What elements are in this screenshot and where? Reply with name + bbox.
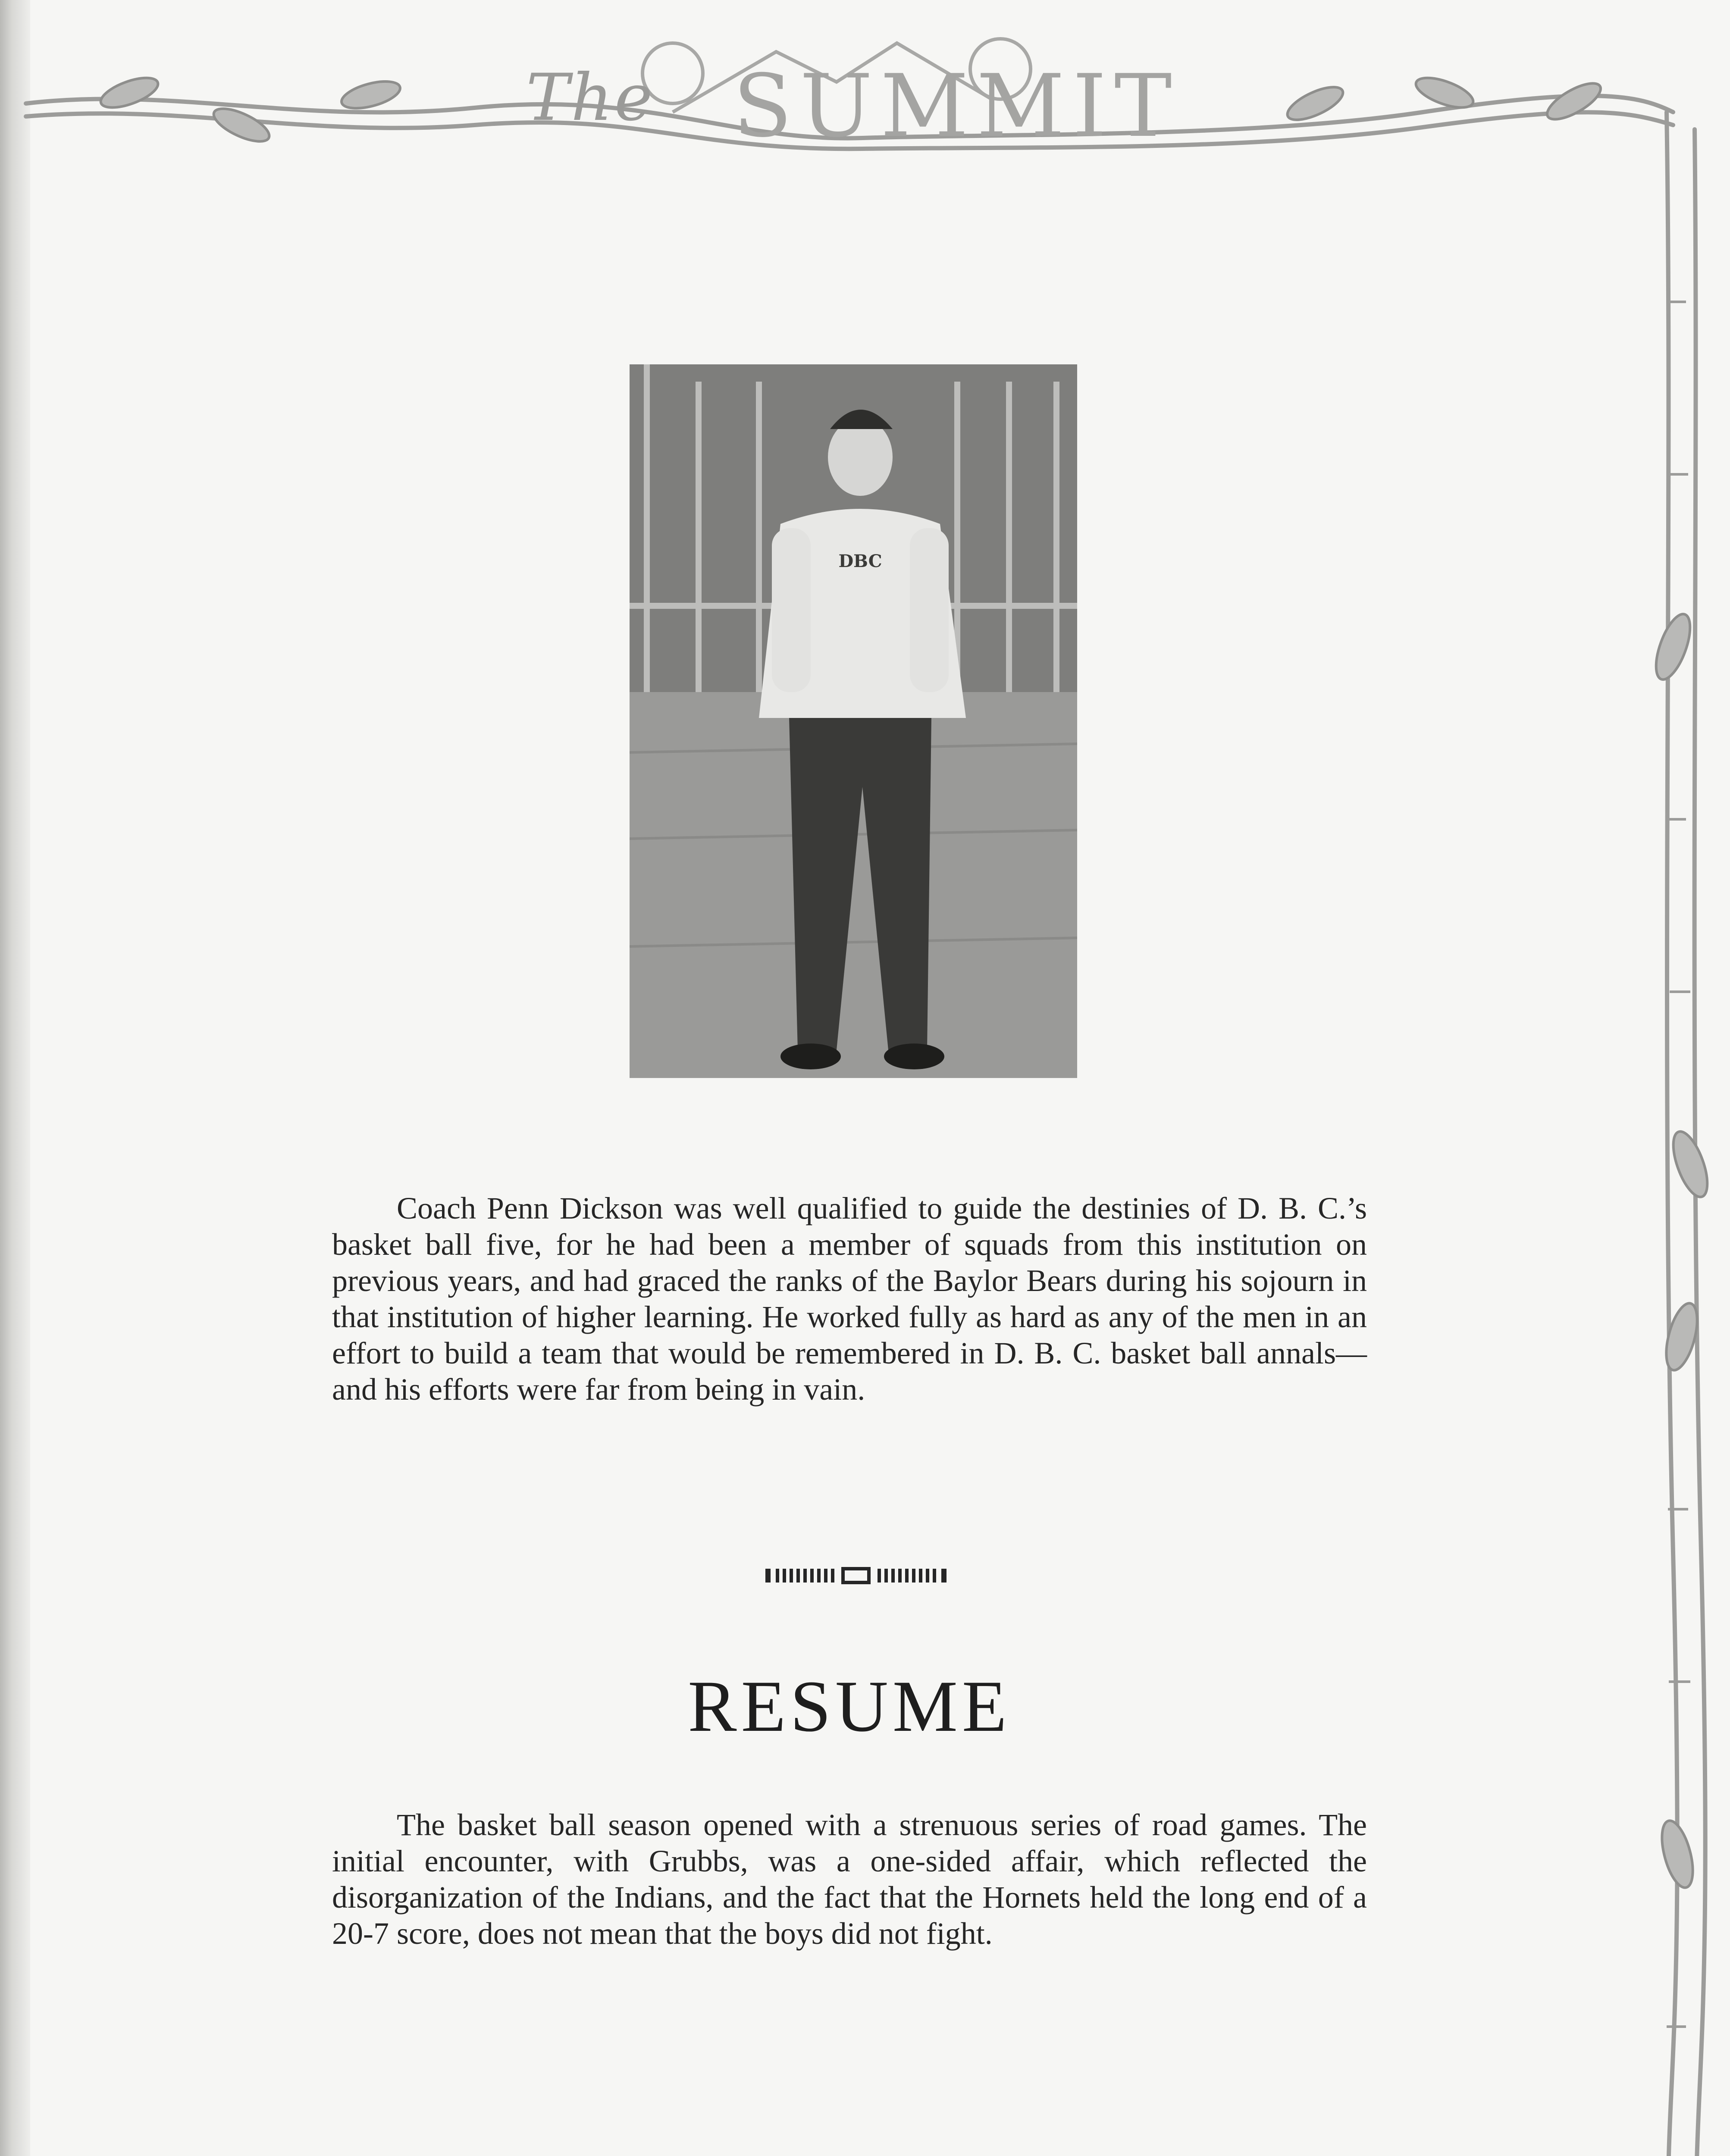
sweater-letters: DBC: [838, 551, 882, 571]
coach-paragraph: Coach Penn Dickson was well qualified to guide the destinies of D. B. C.’s basket ball five, for he had been a member of squads from this institution on previous years, and had graced the ranks of the Baylor Bears during his sojourn in that institution of higher learning. He worked fully as hard as any of the men in an effort to build a team that would be remembered in D. B. C. basket ball annals—and his efforts were far from being in vain.: [332, 1191, 1367, 1407]
ornamental-divider: [765, 1566, 946, 1585]
masthead: [509, 34, 1242, 164]
masthead-script-word: The: [526, 60, 655, 135]
masthead-title: SUMMIT: [733, 56, 1180, 157]
section-heading: RESUME: [688, 1666, 1011, 1747]
coach-photo-illustration: [630, 364, 1077, 1078]
coach-photo: [630, 364, 1077, 1078]
resume-paragraph: The basket ball season opened with a strenuous series of road games. The initial encounter, with Grubbs, was a one-sided affair, which reflected the disorganization of the Indians, and the fact that the Hornets held the long end of a 20-7 score, does not mean that the boys did not fight.: [332, 1808, 1367, 1951]
